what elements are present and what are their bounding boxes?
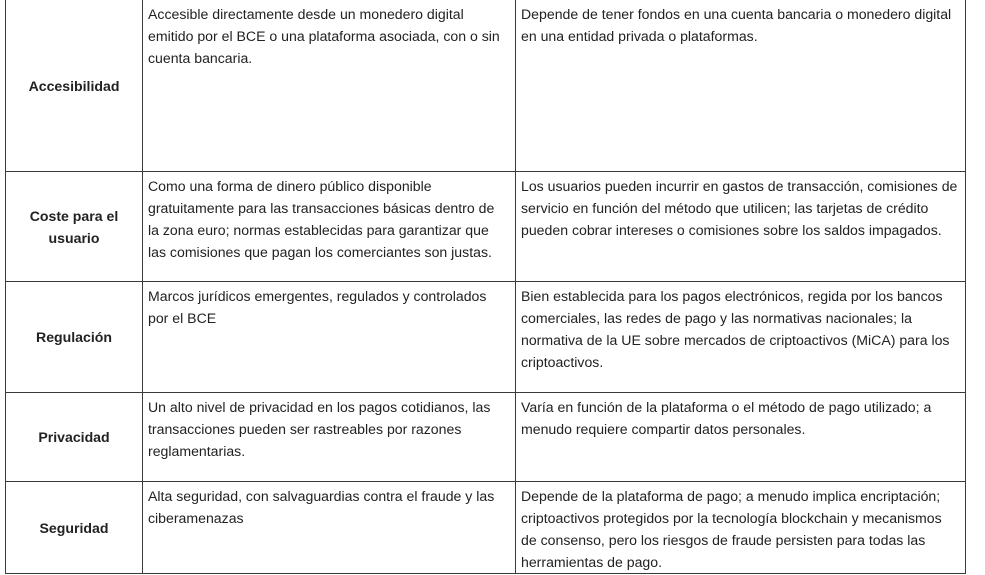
table-row-seguridad	[6, 482, 966, 574]
row-label: Regulación	[6, 282, 143, 393]
table-row-privacidad	[6, 393, 966, 482]
table-cell-digital-euro: Marcos jurídicos emergentes, regulados y controlados por el BCE	[143, 282, 516, 393]
row-label: Accesibilidad	[6, 0, 143, 172]
comparison-table	[5, 0, 966, 574]
table-cell-other-payments: Depende de la plataforma de pago; a menudo implica encriptación; criptoactivos protegidos por la tecnología blockchain y mecanismos de consenso, pero los riesgos de fraude persisten para todas las herramientas de pago.	[516, 482, 966, 574]
table-cell-other-payments: Depende de tener fondos en una cuenta bancaria o monedero digital en una entidad privada o plataformas.	[516, 0, 966, 172]
row-label: Seguridad	[6, 482, 143, 574]
table-cell-digital-euro: Alta seguridad, con salvaguardias contra el fraude y las ciberamenazas	[143, 482, 516, 574]
table-cell-digital-euro: Un alto nivel de privacidad en los pagos cotidianos, las transacciones pueden ser rastreables por razones reglamentarias.	[143, 393, 516, 482]
row-label: Coste para el usuario	[6, 172, 143, 282]
table-cell-digital-euro: Accesible directamente desde un monedero digital emitido por el BCE o una plataforma asociada, con o sin cuenta bancaria.	[143, 0, 516, 172]
table-row-accesibilidad	[6, 0, 966, 172]
table-row-regulacion	[6, 282, 966, 393]
table-row-coste	[6, 172, 966, 282]
table-cell-digital-euro: Como una forma de dinero público disponible gratuitamente para las transacciones básicas dentro de la zona euro; normas establecidas para garantizar que las comisiones que pagan los comerciantes son justas.	[143, 172, 516, 282]
table-cell-other-payments: Varía en función de la plataforma o el método de pago utilizado; a menudo requiere compartir datos personales.	[516, 393, 966, 482]
table-cell-other-payments: Bien establecida para los pagos electrónicos, regida por los bancos comerciales, las redes de pago y las normativas nacionales; la normativa de la UE sobre mercados de criptoactivos (MiCA) para los criptoactivos.	[516, 282, 966, 393]
table-cell-other-payments: Los usuarios pueden incurrir en gastos de transacción, comisiones de servicio en función del método que utilicen; las tarjetas de crédito pueden cobrar intereses o comisiones sobre los saldos impagados.	[516, 172, 966, 282]
row-label: Privacidad	[6, 393, 143, 482]
